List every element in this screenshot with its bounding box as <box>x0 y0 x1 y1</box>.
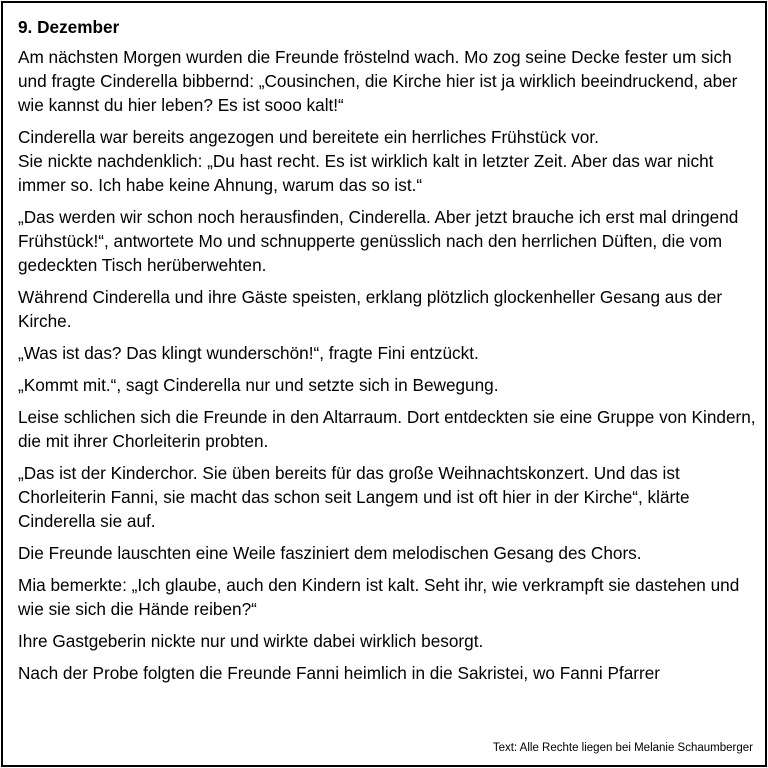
story-paragraph: Mia bemerkte: „Ich glaube, auch den Kindern ist kalt. Seht ihr, wie verkrampft sie dastehen und wie sie sich die Hände reiben?“ <box>18 575 740 619</box>
story-paragraph: Ihre Gastgeberin nickte nur und wirkte dabei wirklich besorgt. <box>18 631 484 651</box>
story-paragraph: „Was ist das? Das klingt wunderschön!“, fragte Fini entzückt. <box>18 343 479 363</box>
story-paragraph: Während Cinderella und ihre Gäste speisten, erklang plötzlich glockenheller Gesang aus der Kirche. <box>18 287 723 331</box>
story-paragraph: Leise schlichen sich die Freunde in den Altarraum. Dort entdeckten sie eine Gruppe von Kindern, die mit ihrer Chorleiterin probten. <box>18 407 756 451</box>
story-paragraph-line: Cinderella war bereits angezogen und bereitete ein herrliches Frühstück vor. <box>18 127 599 147</box>
story-paragraph: „Das ist der Kinderchor. Sie üben bereits für das große Weihnachtskonzert. Und das ist Chorleiterin Fanni, sie macht das schon seit Langem und ist oft hier in der Kirche“, klärte Cinderella sie auf. <box>18 463 690 531</box>
story-content <box>18 15 758 693</box>
story-paragraph-block <box>18 125 758 197</box>
story-paragraph: Die Freunde lauschten eine Weile fasziniert dem melodischen Gesang des Chors. <box>18 543 642 563</box>
story-paragraph: Nach der Probe folgten die Freunde Fanni heimlich in die Sakristei, wo Fanni Pfarrer <box>18 663 660 683</box>
story-paragraph: „Kommt mit.“, sagt Cinderella nur und setzte sich in Bewegung. <box>18 375 499 395</box>
page-title: 9. Dezember <box>18 17 120 37</box>
story-paragraph: Am nächsten Morgen wurden die Freunde fröstelnd wach. Mo zog seine Decke fester um sich und fragte Cinderella bibbernd: „Cousinchen, die Kirche hier ist ja wirklich beeindruckend, aber wie kannst du hier leben? Es ist sooo kalt!“ <box>18 47 738 115</box>
story-paragraph: „Das werden wir schon noch herausfinden, Cinderella. Aber jetzt brauche ich erst mal dringend Frühstück!“, antwortete Mo und schnupperte genüsslich nach den herrlichen Düften, die vom gedeckten Tisch herüberwehten. <box>18 207 739 275</box>
copyright-credit: Text: Alle Rechte liegen bei Melanie Schaumberger <box>492 742 753 754</box>
story-page <box>1 1 767 767</box>
story-paragraph-line: Sie nickte nachdenklich: „Du hast recht. Es ist wirklich kalt in letzter Zeit. Aber das war nicht immer so. Ich habe keine Ahnung, warum das so ist.“ <box>18 151 714 195</box>
